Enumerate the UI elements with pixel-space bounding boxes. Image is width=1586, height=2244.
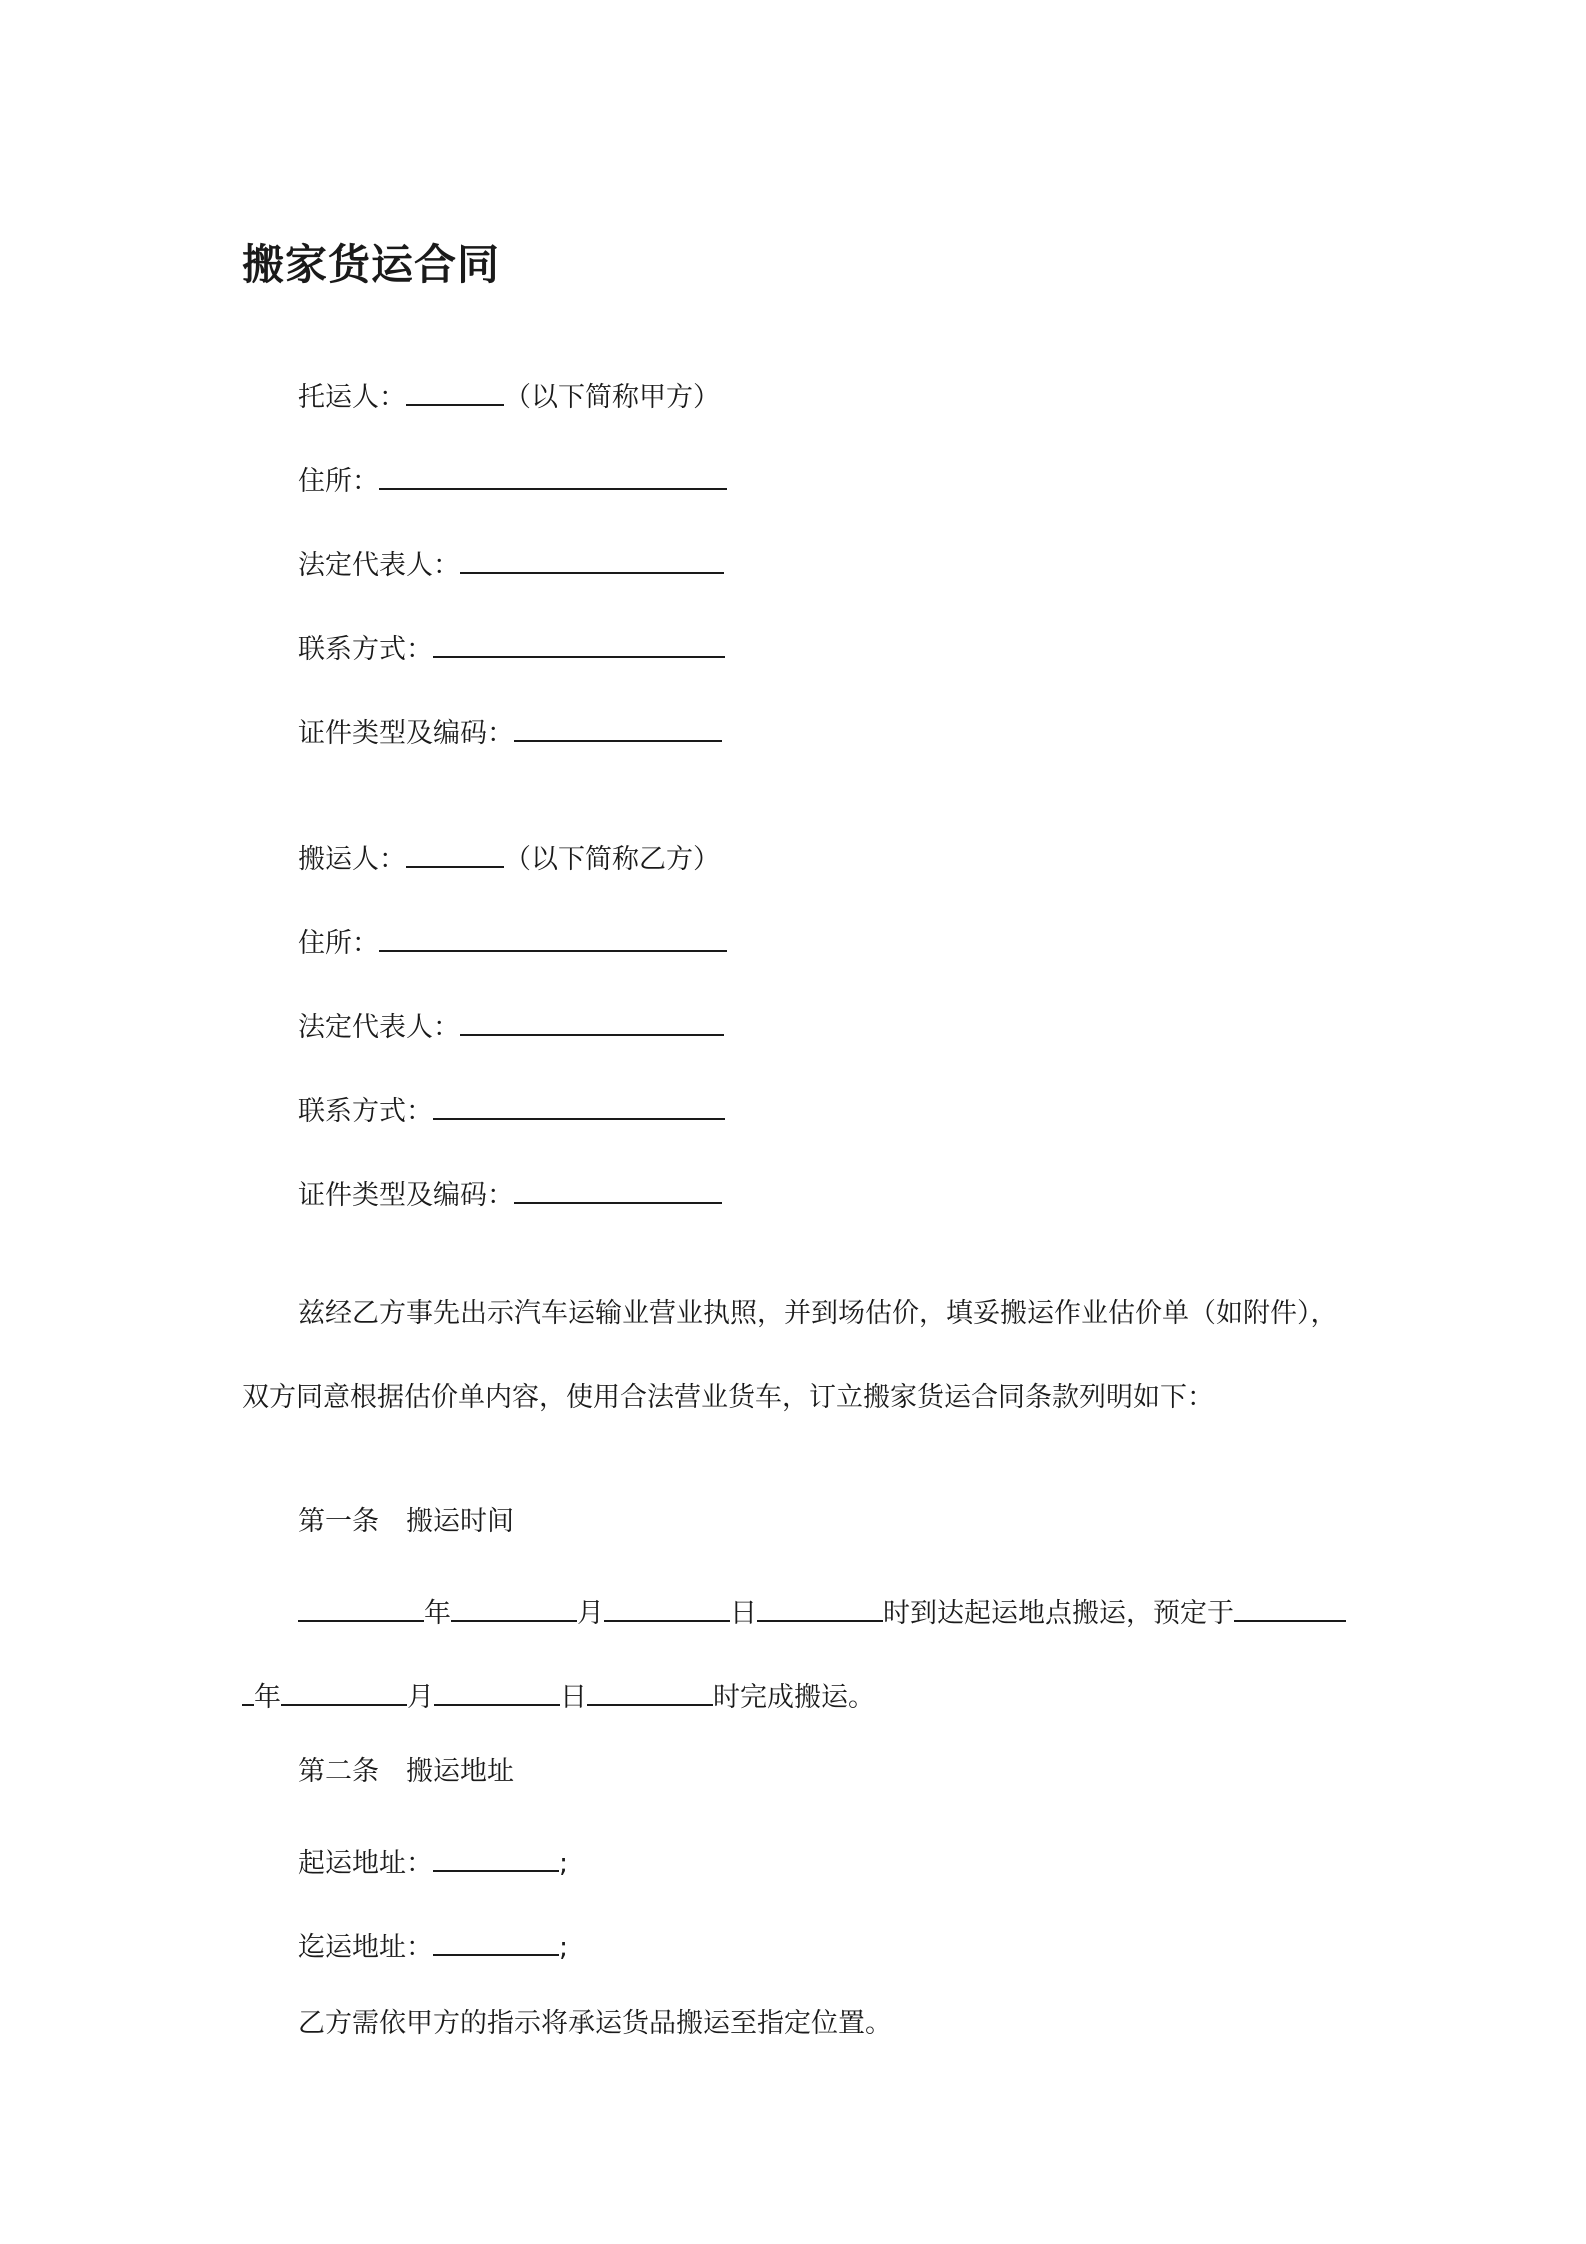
party-a-contact-label: 联系方式： bbox=[298, 634, 433, 665]
party-a-contact-blank[interactable] bbox=[433, 622, 725, 658]
party-a-id-row bbox=[298, 706, 722, 749]
origin-address-row bbox=[298, 1836, 569, 1879]
party-b-contact-row bbox=[298, 1084, 725, 1127]
party-a-id-label: 证件类型及编码： bbox=[298, 718, 514, 749]
party-b-id-label: 证件类型及编码： bbox=[298, 1180, 514, 1211]
arrive-text: 时到达起运地点搬运，预定于 bbox=[883, 1598, 1234, 1629]
party-b-rep-row bbox=[298, 1000, 724, 1043]
party-b-rep-blank[interactable] bbox=[460, 1000, 724, 1036]
end-year-blank-part2[interactable] bbox=[242, 1670, 254, 1706]
end-year-blank-part1[interactable] bbox=[1234, 1586, 1346, 1622]
party-b-contact-label: 联系方式： bbox=[298, 1096, 433, 1127]
destination-address-blank[interactable] bbox=[433, 1920, 559, 1956]
party-b-contact-blank[interactable] bbox=[433, 1084, 725, 1120]
party-a-address-blank[interactable] bbox=[379, 454, 727, 490]
start-year-label: 年 bbox=[424, 1598, 451, 1629]
origin-address-blank[interactable] bbox=[433, 1836, 559, 1872]
preamble-line-1: 兹经乙方事先出示汽车运输业营业执照，并到场估价，填妥搬运作业估价单（如附件）， bbox=[298, 1298, 1338, 1329]
party-b-alias: （以下简称乙方） bbox=[504, 844, 720, 875]
party-a-alias: （以下简称甲方） bbox=[504, 382, 720, 413]
article-2-instruction: 乙方需依甲方的指示将承运货品搬运至指定位置。 bbox=[298, 2008, 892, 2039]
party-b-name-blank[interactable] bbox=[406, 832, 504, 868]
article-1-end-row bbox=[242, 1670, 875, 1713]
article-1-heading: 第一条 搬运时间 bbox=[298, 1506, 514, 1537]
party-a-address-label: 住所： bbox=[298, 466, 379, 497]
party-a-id-blank[interactable] bbox=[514, 706, 722, 742]
party-b-address-row bbox=[298, 916, 727, 959]
complete-text: 时完成搬运。 bbox=[713, 1682, 875, 1713]
start-day-label: 日 bbox=[730, 1598, 757, 1629]
origin-address-label: 起运地址： bbox=[298, 1848, 433, 1879]
preamble-line-2: 双方同意根据估价单内容，使用合法营业货车，订立搬家货运合同条款列明如下： bbox=[242, 1382, 1214, 1413]
party-b-id-row bbox=[298, 1168, 722, 1211]
end-month-blank[interactable] bbox=[281, 1670, 407, 1706]
start-month-blank[interactable] bbox=[451, 1586, 577, 1622]
end-day-blank[interactable] bbox=[434, 1670, 560, 1706]
party-b-rep-label: 法定代表人： bbox=[298, 1012, 460, 1043]
destination-address-label: 迄运地址： bbox=[298, 1932, 433, 1963]
party-b-address-label: 住所： bbox=[298, 928, 379, 959]
start-day-blank[interactable] bbox=[604, 1586, 730, 1622]
start-year-blank[interactable] bbox=[298, 1586, 424, 1622]
destination-semicolon: ; bbox=[559, 1932, 569, 1963]
party-a-rep-label: 法定代表人： bbox=[298, 550, 460, 581]
party-b-id-blank[interactable] bbox=[514, 1168, 722, 1204]
party-b-address-blank[interactable] bbox=[379, 916, 727, 952]
start-month-label: 月 bbox=[577, 1598, 604, 1629]
article-1-start-row bbox=[298, 1586, 1346, 1629]
party-a-address-row bbox=[298, 454, 727, 497]
party-b-name-row bbox=[298, 832, 720, 875]
party-a-name-label: 托运人： bbox=[298, 382, 406, 413]
party-a-contact-row bbox=[298, 622, 725, 665]
document-title: 搬家货运合同 bbox=[242, 240, 501, 289]
party-a-name-row bbox=[298, 370, 720, 413]
end-month-label: 月 bbox=[407, 1682, 434, 1713]
start-hour-blank[interactable] bbox=[757, 1586, 883, 1622]
party-a-name-blank[interactable] bbox=[406, 370, 504, 406]
article-2-heading: 第二条 搬运地址 bbox=[298, 1756, 514, 1787]
destination-address-row bbox=[298, 1920, 569, 1963]
origin-semicolon: ; bbox=[559, 1848, 569, 1879]
end-year-label: 年 bbox=[254, 1682, 281, 1713]
end-day-label: 日 bbox=[560, 1682, 587, 1713]
party-a-rep-row bbox=[298, 538, 724, 581]
party-b-name-label: 搬运人： bbox=[298, 844, 406, 875]
end-hour-blank[interactable] bbox=[587, 1670, 713, 1706]
party-a-rep-blank[interactable] bbox=[460, 538, 724, 574]
